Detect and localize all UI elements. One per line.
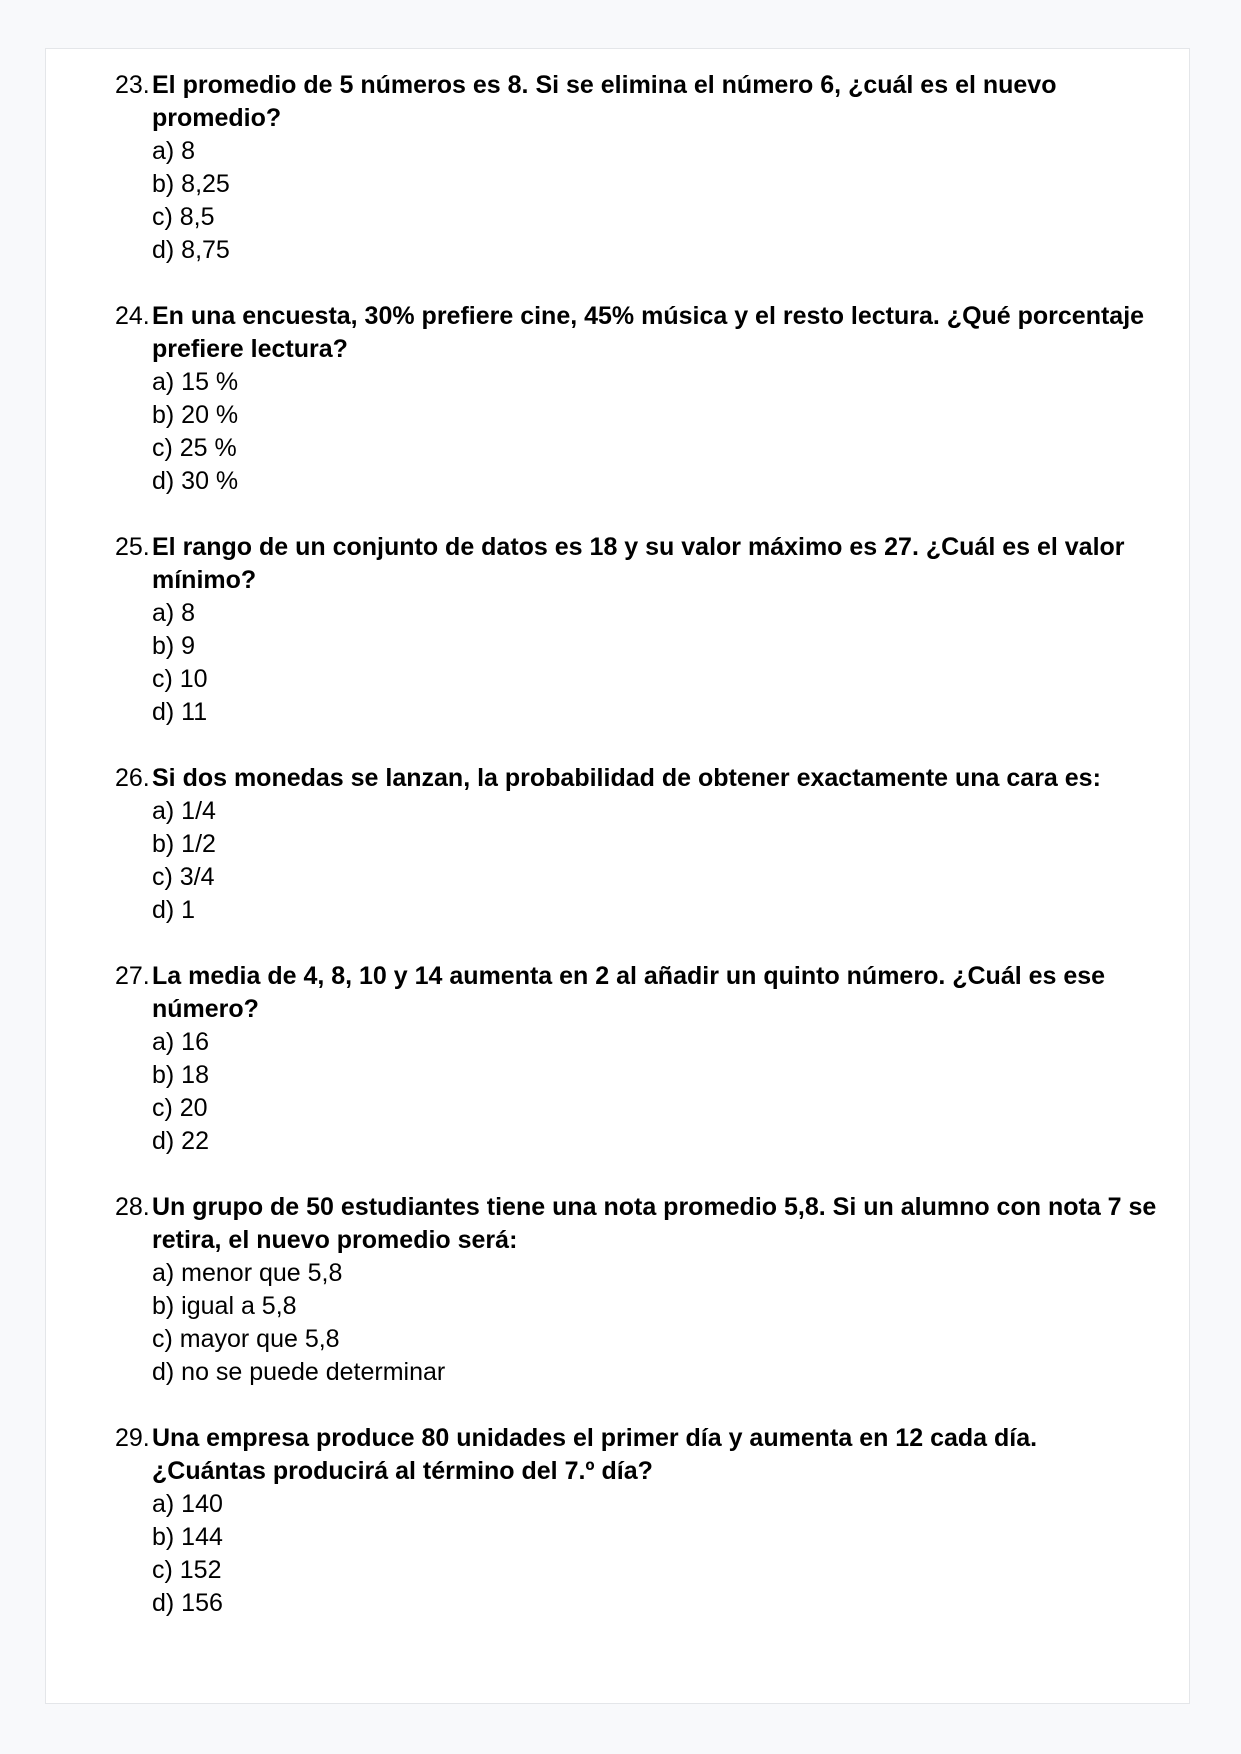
question-item (115, 531, 1171, 729)
question-text-line: ¿Cuántas producirá al término del 7.º día? (152, 1457, 653, 1485)
answer-option: a) menor que 5,8 (152, 1259, 343, 1287)
answer-option: c) 152 (152, 1556, 222, 1584)
question-text-line: El promedio de 5 números es 8. Si se elimina el número 6, ¿cuál es el nuevo (152, 71, 1057, 99)
question-text-line: número? (152, 995, 259, 1023)
question-options (152, 135, 1171, 267)
question-number: 23. (115, 71, 150, 99)
answer-option: a) 8 (152, 599, 196, 627)
answer-option: c) 10 (152, 665, 208, 693)
question-text-line: En una encuesta, 30% prefiere cine, 45% música y el resto lectura. ¿Qué porcentaje (152, 302, 1145, 330)
question-text (152, 69, 1171, 135)
question-text (152, 1422, 1171, 1488)
answer-option: c) mayor que 5,8 (152, 1325, 340, 1353)
answer-option: b) 144 (152, 1523, 223, 1551)
question-list (115, 69, 1171, 1620)
question-options (152, 597, 1171, 729)
question-text (152, 1191, 1171, 1257)
question-text-line: El rango de un conjunto de datos es 18 y su valor máximo es 27. ¿Cuál es el valor (152, 533, 1125, 561)
question-text (152, 960, 1171, 1026)
answer-option: d) no se puede determinar (152, 1358, 446, 1386)
question-body (152, 762, 1171, 927)
answer-option: a) 16 (152, 1028, 209, 1056)
question-body (152, 69, 1171, 267)
answer-option: d) 8,75 (152, 236, 230, 264)
question-text (152, 531, 1171, 597)
question-body (152, 531, 1171, 729)
question-options (152, 795, 1171, 927)
answer-option: b) igual a 5,8 (152, 1292, 297, 1320)
question-text-line: La media de 4, 8, 10 y 14 aumenta en 2 al añadir un quinto número. ¿Cuál es ese (152, 962, 1106, 990)
question-text-line: promedio? (152, 104, 282, 132)
answer-option: a) 1/4 (152, 797, 216, 825)
question-body (152, 1191, 1171, 1389)
answer-option: d) 156 (152, 1589, 223, 1617)
answer-option: a) 140 (152, 1490, 223, 1518)
answer-option: c) 3/4 (152, 863, 215, 891)
answer-option: b) 1/2 (152, 830, 216, 858)
question-number: 26. (115, 764, 150, 792)
question-number: 29. (115, 1424, 150, 1452)
answer-option: b) 8,25 (152, 170, 230, 198)
question-number: 24. (115, 302, 150, 330)
question-text-line: mínimo? (152, 566, 257, 594)
question-options (152, 1488, 1171, 1620)
answer-option: a) 15 % (152, 368, 239, 396)
question-text (152, 762, 1171, 795)
question-text-line: Un grupo de 50 estudiantes tiene una nota promedio 5,8. Si un alumno con nota 7 se (152, 1193, 1157, 1221)
question-item (115, 960, 1171, 1158)
document-page (45, 48, 1190, 1704)
question-item (115, 762, 1171, 927)
question-body (152, 960, 1171, 1158)
answer-option: b) 20 % (152, 401, 239, 429)
answer-option: c) 25 % (152, 434, 237, 462)
question-item (115, 69, 1171, 267)
question-text-line: prefiere lectura? (152, 335, 348, 363)
question-options (152, 366, 1171, 498)
question-item (115, 1191, 1171, 1389)
question-text-line: retira, el nuevo promedio será: (152, 1226, 518, 1254)
answer-option: c) 8,5 (152, 203, 215, 231)
question-options (152, 1257, 1171, 1389)
question-item (115, 300, 1171, 498)
question-options (152, 1026, 1171, 1158)
question-text (152, 300, 1171, 366)
question-number: 28. (115, 1193, 150, 1221)
question-text-line: Una empresa produce 80 unidades el primer día y aumenta en 12 cada día. (152, 1424, 1038, 1452)
answer-option: d) 22 (152, 1127, 209, 1155)
answer-option: a) 8 (152, 137, 196, 165)
question-number: 27. (115, 962, 150, 990)
answer-option: c) 20 (152, 1094, 208, 1122)
question-body (152, 300, 1171, 498)
question-item (115, 1422, 1171, 1620)
answer-option: b) 9 (152, 632, 196, 660)
question-body (152, 1422, 1171, 1620)
answer-option: d) 30 % (152, 467, 239, 495)
question-number: 25. (115, 533, 150, 561)
question-text-line: Si dos monedas se lanzan, la probabilidad de obtener exactamente una cara es: (152, 764, 1101, 792)
answer-option: d) 1 (152, 896, 196, 924)
answer-option: d) 11 (152, 698, 208, 726)
answer-option: b) 18 (152, 1061, 209, 1089)
